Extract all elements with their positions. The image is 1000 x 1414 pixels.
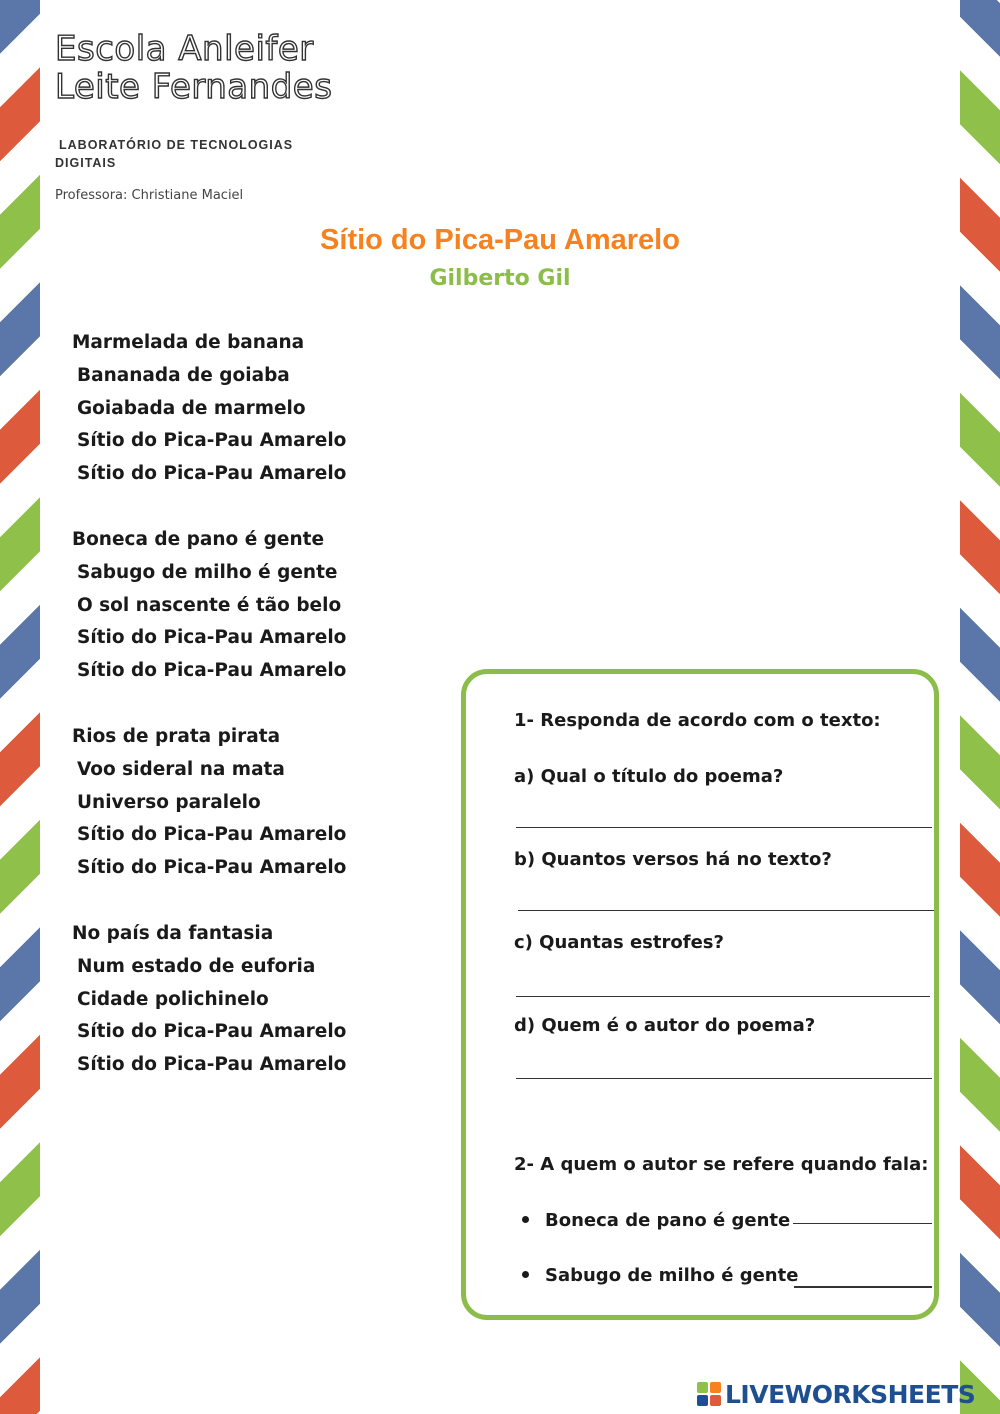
school-name-line1: Escola Anleifer [55, 29, 314, 69]
question-1c: c) Quantas estrofes? [514, 932, 724, 953]
verse: Marmelada de banana [72, 332, 305, 353]
list-item [522, 1210, 936, 1231]
bullet-icon [522, 1271, 529, 1278]
question-1a: a) Qual o título do poema? [514, 766, 784, 787]
school-name-line2: Leite Fernandes [55, 67, 333, 107]
question-box [461, 669, 939, 1320]
right-airmail-border [960, 0, 1000, 1414]
verse: O sol nascente é tão belo [77, 594, 342, 616]
verse: Bananada de goiaba [77, 364, 290, 386]
answer-line-2a[interactable] [793, 1223, 932, 1224]
verse: Sítio do Pica-Pau Amarelo [77, 430, 347, 452]
answer-line-1d[interactable] [516, 1078, 932, 1079]
question-2-heading: 2- A quem o autor se refere quando fala: [514, 1154, 929, 1175]
verse: Sítio do Pica-Pau Amarelo [77, 660, 347, 682]
poem-title: Sítio do Pica-Pau Amarelo [320, 224, 680, 256]
verse: No país da fantasia [72, 922, 274, 944]
watermark-text: LIVEWORKSHEETS [725, 1379, 976, 1409]
question-1b: b) Quantos versos há no texto? [514, 849, 832, 870]
poem-body [72, 327, 452, 1115]
list-item [522, 1265, 936, 1286]
list-item-label: Sabugo de milho é gente [545, 1265, 799, 1286]
answer-line-1c[interactable] [516, 996, 930, 997]
verse: Voo sideral na mata [77, 758, 285, 780]
verse: Sabugo de milho é gente [77, 561, 338, 583]
verse: Sítio do Pica-Pau Amarelo [77, 627, 347, 649]
stanza-1 [72, 327, 452, 491]
school-name [55, 30, 332, 106]
liveworksheets-watermark [697, 1380, 975, 1408]
verse: Sítio do Pica-Pau Amarelo [77, 463, 347, 485]
verse: Sítio do Pica-Pau Amarelo [77, 824, 347, 846]
teacher-name: Professora: Christiane Maciel [55, 188, 244, 203]
poem-author: Gilberto Gil [429, 266, 571, 291]
verse: Rios de prata pirata [72, 725, 281, 747]
list-item-label: Boneca de pano é gente [545, 1210, 791, 1231]
stanza-2 [72, 524, 452, 688]
bullet-icon [522, 1216, 529, 1223]
verse: Goiabada de marmelo [77, 397, 306, 419]
answer-line-1b[interactable] [518, 910, 934, 911]
verse: Sítio do Pica-Pau Amarelo [77, 857, 347, 879]
question-1d: d) Quem é o autor do poema? [514, 1015, 816, 1036]
answer-line-2b[interactable] [794, 1286, 932, 1288]
stanza-4 [72, 918, 452, 1082]
liveworksheets-logo-icon [697, 1382, 721, 1406]
left-airmail-border [0, 0, 40, 1414]
lab-label: LABORATÓRIO DE TECNOLOGIAS DIGITAIS [55, 138, 294, 170]
stanza-3 [72, 721, 452, 885]
verse: Num estado de euforia [77, 955, 316, 977]
answer-line-1a[interactable] [516, 827, 932, 828]
verse: Universo paralelo [77, 791, 261, 813]
question-1-heading: 1- Responda de acordo com o texto: [514, 710, 881, 731]
verse: Sítio do Pica-Pau Amarelo [77, 1021, 347, 1043]
verse: Cidade polichinelo [77, 988, 269, 1010]
verse: Sítio do Pica-Pau Amarelo [77, 1054, 347, 1076]
verse: Boneca de pano é gente [72, 528, 325, 550]
